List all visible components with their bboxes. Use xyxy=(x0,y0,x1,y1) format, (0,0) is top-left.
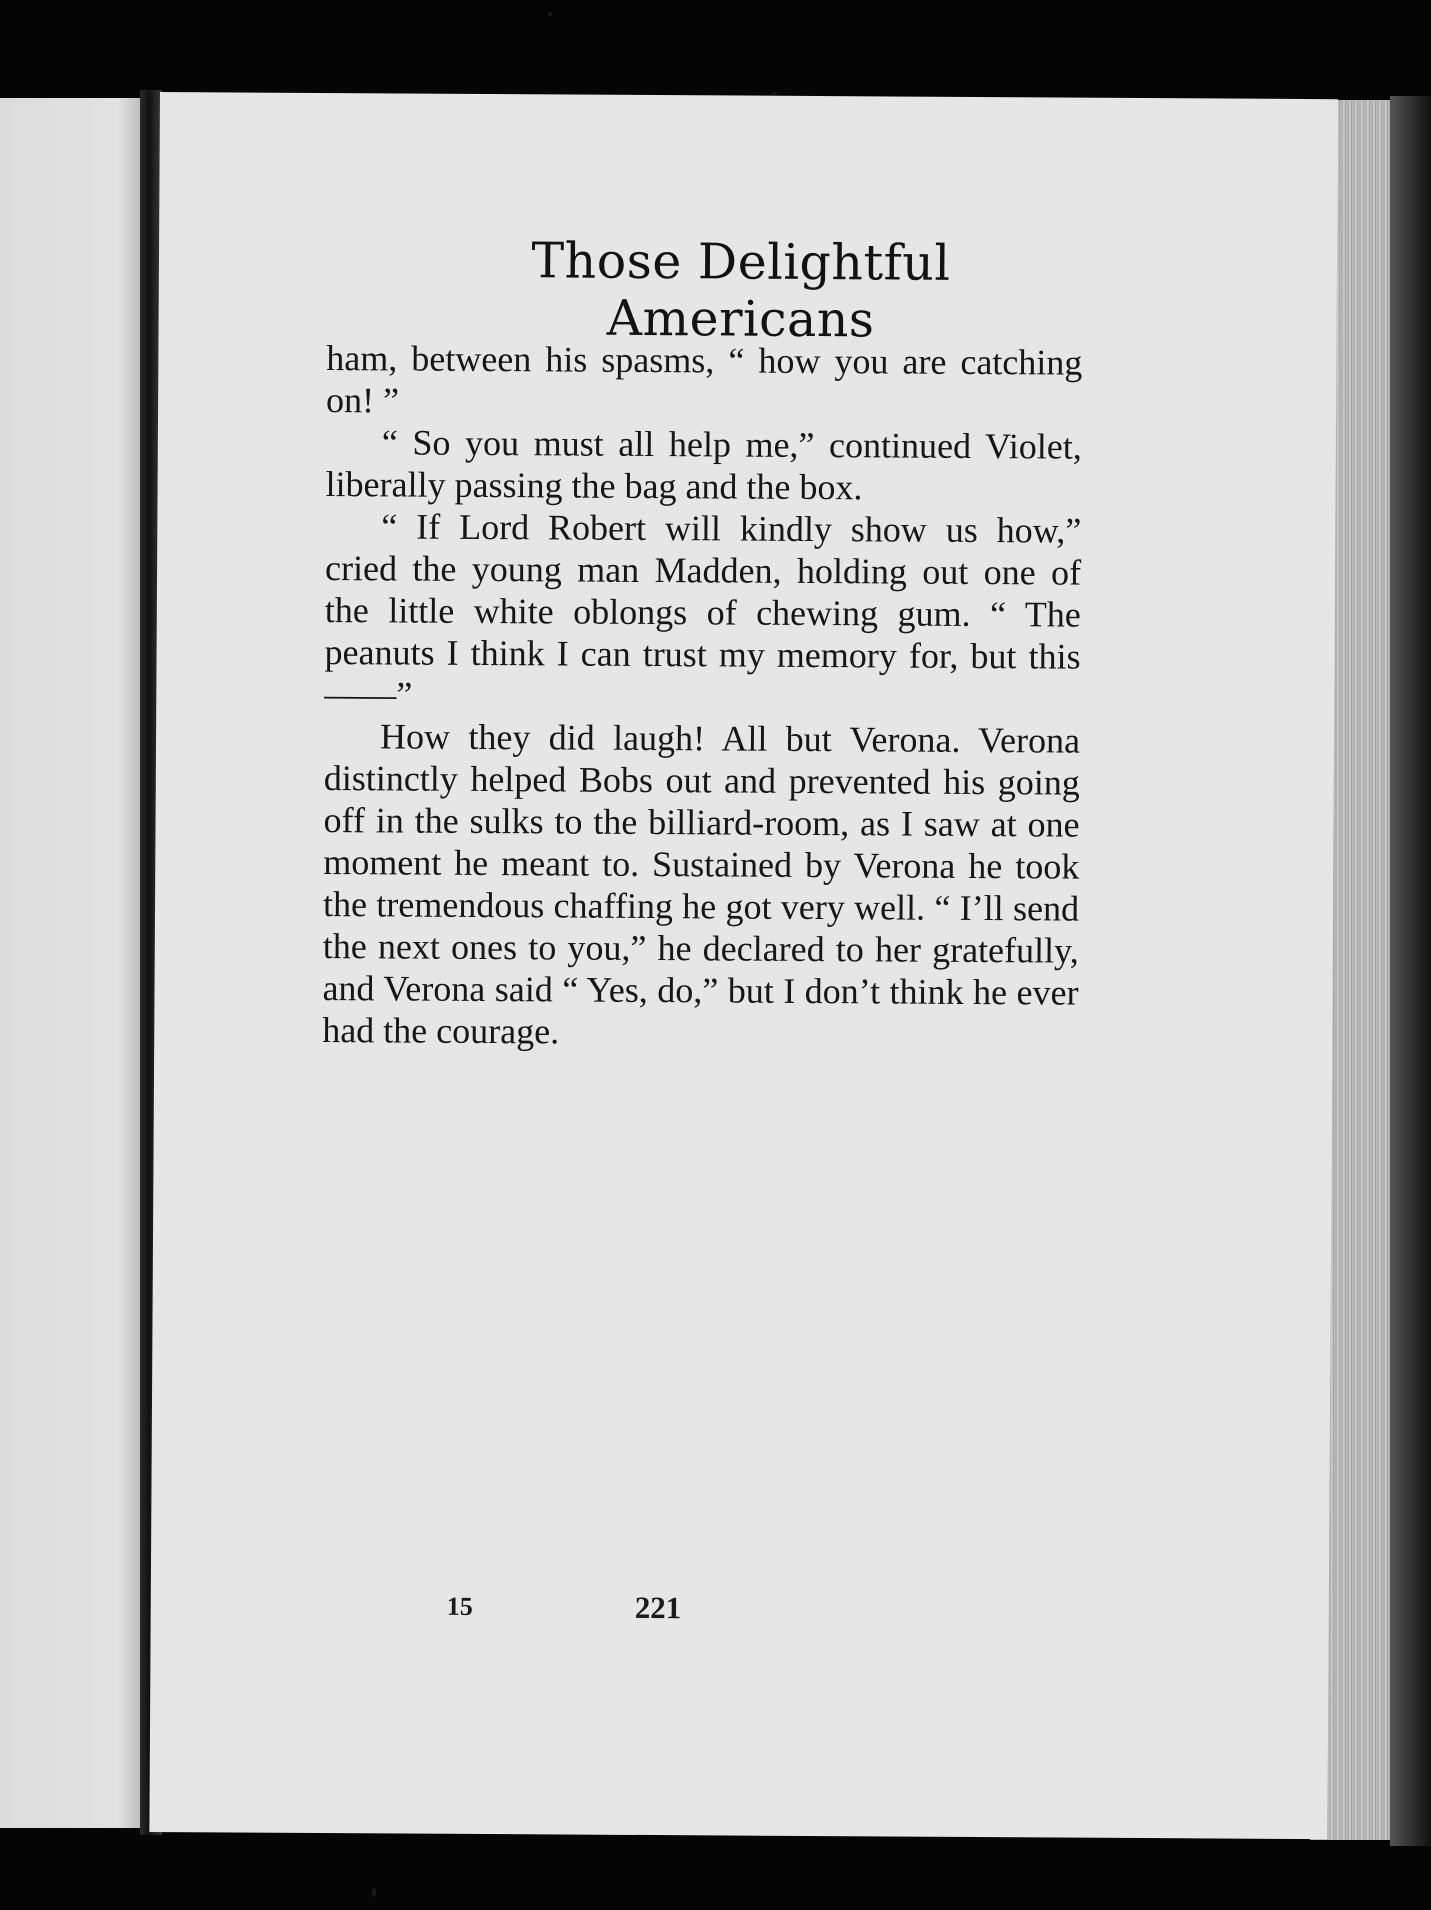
book-page xyxy=(149,92,1338,1839)
edge-shadow xyxy=(1390,96,1431,1846)
paragraph: “ If Lord Robert will kindly show us how,” cried the young man Madden, holding out one of the little white oblongs of chewing gum. “ The peanuts I think I can trust my memory for, but this——” xyxy=(324,506,1082,715)
paragraph-continuation: ham, between his spasms, “ how you are catching on! ” xyxy=(325,338,1083,421)
dust-speck xyxy=(772,92,777,95)
dust-speck xyxy=(548,12,552,16)
dust-speck xyxy=(372,1888,376,1897)
left-page-edge xyxy=(0,98,148,1828)
paragraph: “ So you must all help me,” continued Violet, liberally passing the bag and the box. xyxy=(325,422,1082,508)
signature-mark: 15 xyxy=(446,1591,473,1621)
running-head: Those Delightful Americans xyxy=(531,232,951,349)
paragraph: How they did laugh! All but Verona. Verona distinctly helped Bobs out and prevented his going off in the sulks to the billiard-room, as I saw at one moment he meant to. Sustained by Verona he took the tremendous chaffing he got very well. “ I’ll send the next ones to you,” he declared to her gratefully, and Verona said “ Yes, do,” but I don’t think he ever had the courage. xyxy=(322,716,1081,1052)
body-text xyxy=(322,337,1082,1056)
page-number: 221 xyxy=(634,1589,682,1626)
